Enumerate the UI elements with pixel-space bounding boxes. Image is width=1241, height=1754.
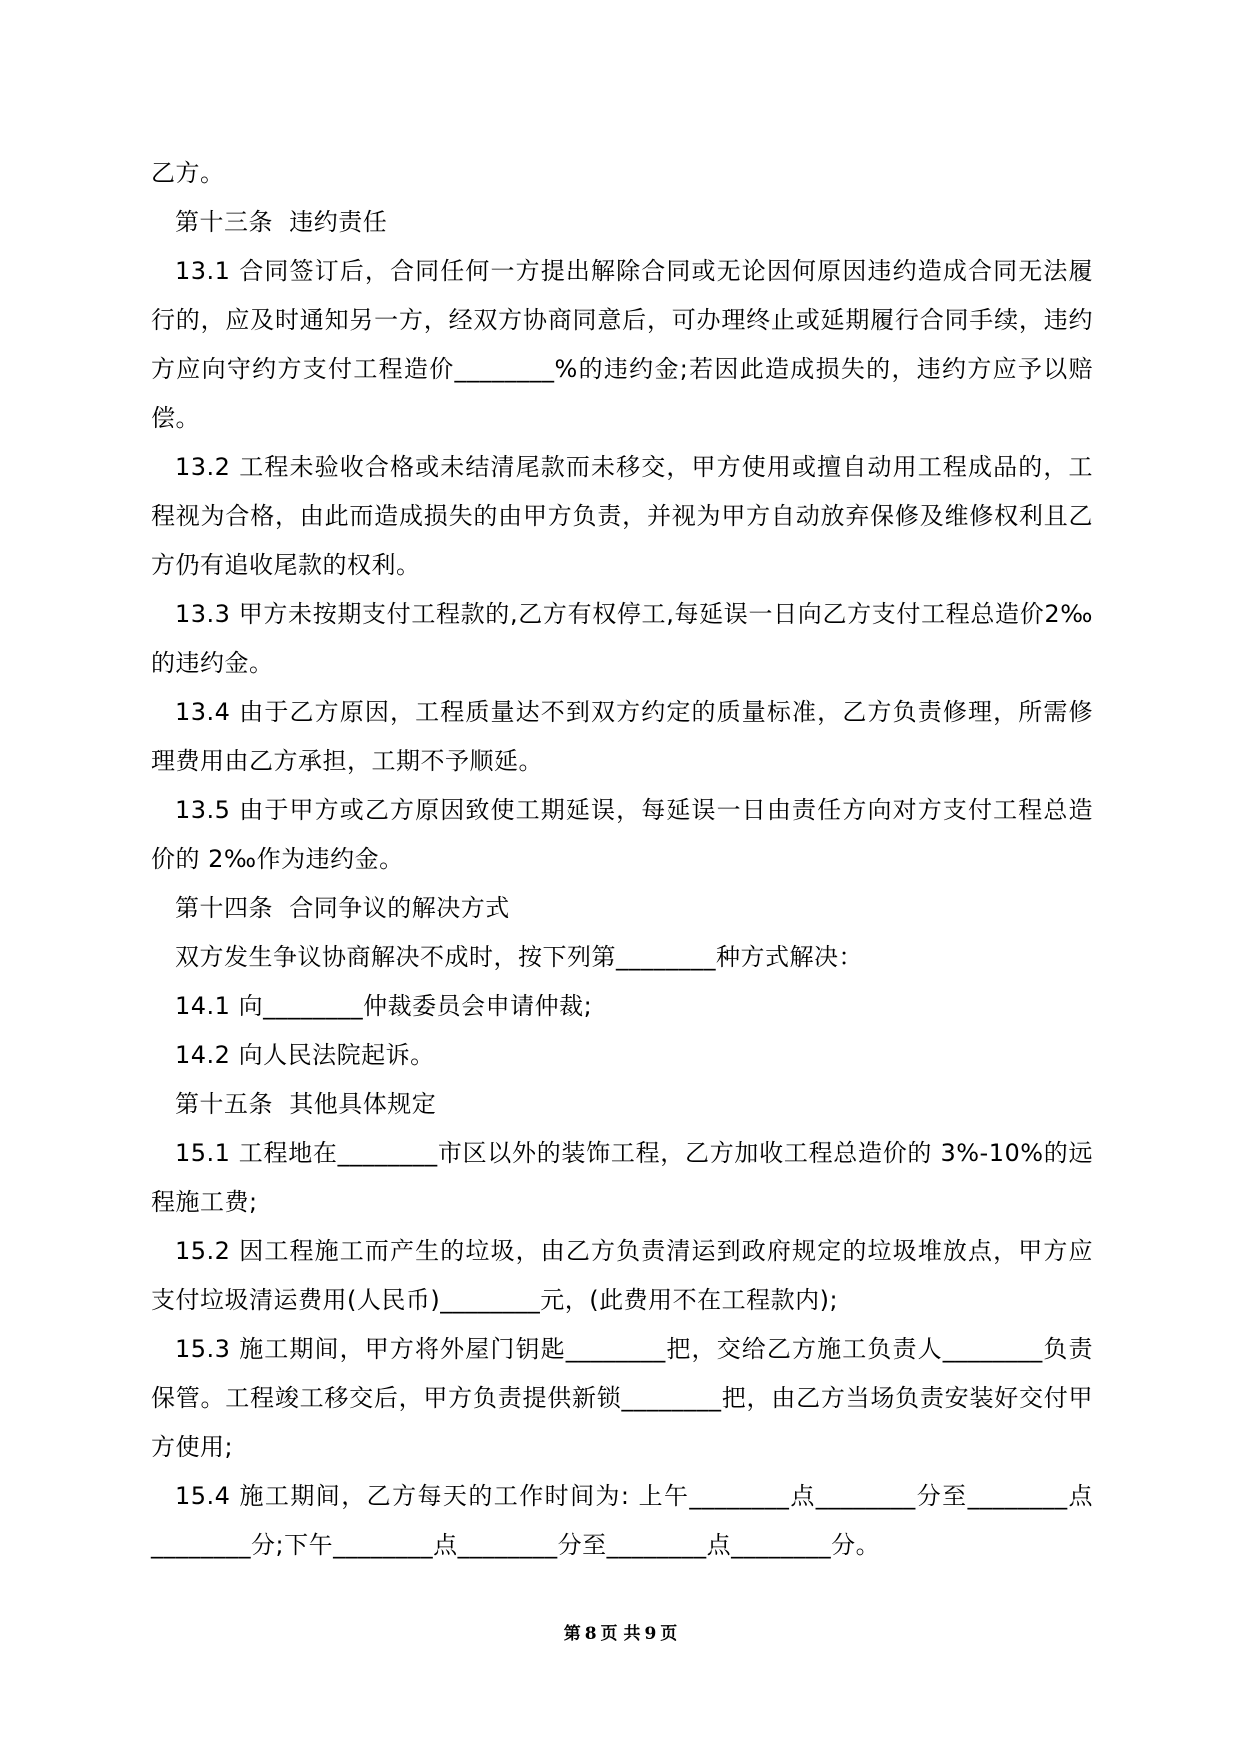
paragraph: 13.2 工程未验收合格或未结清尾款而未移交，甲方使用或擅自动用工程成品的，工程视为合格，由此而造成损失的由甲方负责，并视为甲方自动放弃保修及维修权利且乙方仍有追收尾款的权利。 — [151, 453, 1093, 579]
footer-current-page: 8 — [584, 1624, 597, 1644]
paragraph: 第十四条 合同争议的解决方式 — [175, 894, 510, 922]
paragraph: 乙方。 — [151, 159, 225, 187]
paragraph: 13.1 合同签订后，合同任何一方提出解除合同或无论因何原因违约造成合同无法履行的，应及时通知另一方，经双方协商同意后，可办理终止或延期履行合同手续，违约方应向守约方支付工程造价________%的违约金;若因此造成损失的，违约方应予以赔偿。 — [151, 257, 1093, 432]
paragraph: 13.4 由于乙方原因，工程质量达不到双方约定的质量标准，乙方负责修理，所需修理费用由乙方承担，工期不予顺延。 — [151, 698, 1093, 775]
paragraph: 15.4 施工期间，乙方每天的工作时间为: 上午________点________分至________点________分;下午________点________分至________点________分。 — [151, 1482, 1093, 1559]
page-footer — [0, 1622, 1241, 1646]
paragraph: 15.2 因工程施工而产生的垃圾，由乙方负责清运到政府规定的垃圾堆放点，甲方应支付垃圾清运费用(人民币)________元，(此费用不在工程款内); — [151, 1237, 1093, 1314]
footer-suffix: 页 — [660, 1624, 678, 1644]
paragraph: 14.2 向人民法院起诉。 — [175, 1041, 435, 1069]
paragraph: 13.3 甲方未按期支付工程款的,乙方有权停工,每延误一日向乙方支付工程总造价2‰的违约金。 — [151, 600, 1093, 677]
paragraph: 15.1 工程地在________市区以外的装饰工程，乙方加收工程总造价的 3%-10%的远程施工费; — [151, 1139, 1093, 1216]
footer-middle: 页 共 — [600, 1624, 641, 1644]
footer-prefix: 第 — [563, 1624, 581, 1644]
paragraph: 第十三条 违约责任 — [175, 208, 388, 236]
paragraph: 14.1 向________仲裁委员会申请仲裁; — [175, 992, 593, 1020]
paragraph: 15.3 施工期间，甲方将外屋门钥匙________把，交给乙方施工负责人________负责保管。工程竣工移交后，甲方负责提供新锁________把，由乙方当场负责安装好交付甲方使用; — [151, 1335, 1093, 1461]
paragraph: 双方发生争议协商解决不成时，按下列第________种方式解决： — [175, 943, 863, 971]
paragraph: 第十五条 其他具体规定 — [175, 1090, 437, 1118]
document-body — [151, 149, 1093, 1570]
footer-total-pages: 9 — [644, 1624, 657, 1644]
paragraph: 13.5 由于甲方或乙方原因致使工期延误，每延误一日由责任方向对方支付工程总造价的 2‰作为违约金。 — [151, 796, 1093, 873]
